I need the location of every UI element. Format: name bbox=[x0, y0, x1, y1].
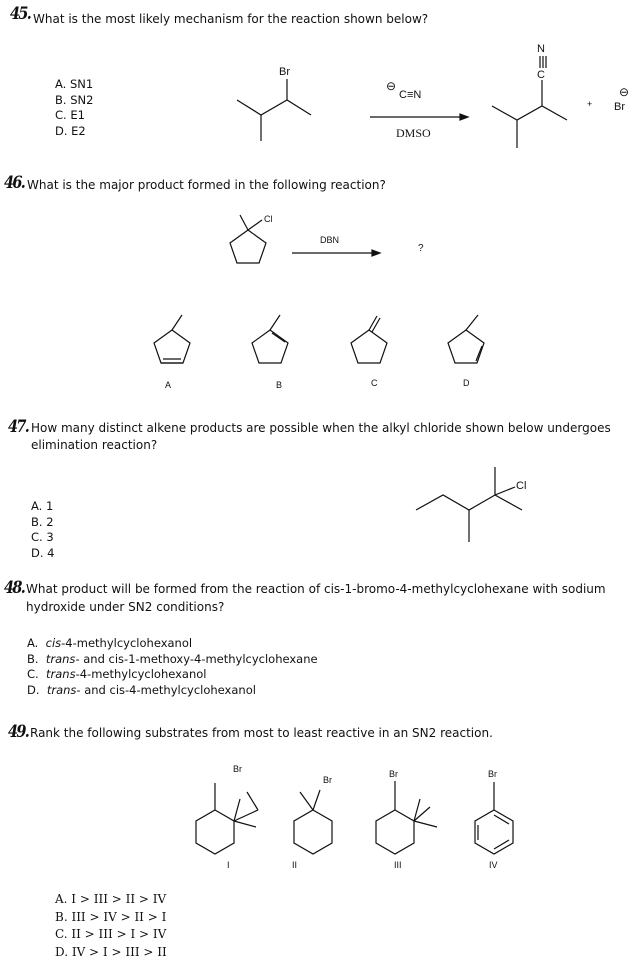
option-b[interactable]: B. III > IV > II > I bbox=[55, 909, 167, 924]
choice-label-d: D bbox=[463, 378, 470, 388]
atom-cl: Cl bbox=[516, 480, 527, 492]
atom-cl: Cl bbox=[264, 214, 273, 224]
atom-br: Br bbox=[279, 66, 290, 78]
option-c[interactable]: C. E1 bbox=[55, 108, 85, 122]
question-text-line2: hydroxide under SN2 conditions? bbox=[26, 600, 225, 614]
atom-br: Br bbox=[323, 775, 332, 785]
question-text: What is the major product formed in the following reaction? bbox=[27, 178, 386, 192]
option-c[interactable]: C. trans-4-methylcyclohexanol bbox=[27, 667, 207, 681]
charge-icon: ⊖ bbox=[386, 79, 397, 93]
substrate-label: IV bbox=[489, 860, 498, 870]
atom-c: C bbox=[537, 69, 545, 81]
substrate-structures bbox=[0, 755, 637, 885]
option-a[interactable]: A. I > III > II > IV bbox=[55, 892, 167, 906]
substrate-label: I bbox=[227, 860, 230, 870]
option-d[interactable]: D. trans- and cis-4-methylcyclohexanol bbox=[27, 682, 256, 697]
choice-label-b: B bbox=[276, 380, 283, 390]
option-b[interactable]: B. trans- and cis-1-methoxy-4-methylcyclohexane bbox=[27, 651, 318, 666]
substrate-label: III bbox=[394, 860, 402, 870]
question-number: 48. bbox=[4, 578, 25, 598]
answer-options bbox=[27, 636, 318, 698]
plus-sign: + bbox=[587, 99, 593, 109]
option-a[interactable]: A. 1 bbox=[31, 499, 54, 513]
answer-options bbox=[55, 891, 167, 961]
option-d[interactable]: D. 4 bbox=[31, 545, 55, 560]
question-number: 46. bbox=[4, 173, 25, 193]
bromide: Br bbox=[614, 101, 625, 113]
atom-br: Br bbox=[488, 769, 497, 779]
question-text: Rank the following substrates from most to least reactive in an SN2 reaction. bbox=[30, 726, 493, 740]
option-c[interactable]: C. 3 bbox=[31, 530, 54, 544]
unknown-product: ? bbox=[418, 243, 424, 254]
atom-br: Br bbox=[389, 769, 398, 779]
option-c[interactable]: C. II > III > I > IV bbox=[55, 927, 167, 941]
option-d[interactable]: D. IV > I > III > II bbox=[55, 944, 167, 959]
reaction-scheme-45 bbox=[0, 0, 637, 171]
choice-label-c: C bbox=[371, 378, 378, 388]
alkyl-chloride-structure bbox=[0, 460, 637, 580]
question-text: How many distinct alkene products are possible when the alkyl chloride shown below undergoes bbox=[31, 421, 611, 435]
reagent: DBN bbox=[320, 235, 340, 245]
question-number: 47. bbox=[8, 417, 29, 437]
question-number: 49. bbox=[8, 722, 29, 742]
choice-label-a: A bbox=[165, 380, 172, 390]
option-d[interactable]: D. E2 bbox=[55, 123, 86, 138]
option-a[interactable]: A. cis-4-methylcyclohexanol bbox=[27, 636, 193, 650]
question-text: What product will be formed from the reaction of cis-1-bromo-4-methylcyclohexane with sodium bbox=[26, 582, 606, 596]
solvent: DMSO bbox=[396, 126, 431, 140]
option-a[interactable]: A. SN1 bbox=[55, 77, 94, 91]
question-number: 45. bbox=[10, 4, 31, 24]
substrate-label: II bbox=[292, 860, 298, 870]
atom-br: Br bbox=[233, 764, 242, 774]
charge-icon: ⊖ bbox=[619, 85, 630, 99]
question-text-line2: elimination reaction? bbox=[31, 438, 158, 452]
option-b[interactable]: B. 2 bbox=[31, 514, 54, 529]
atom-n: N bbox=[537, 43, 545, 55]
reagent: C≡N bbox=[399, 89, 422, 101]
reaction-scheme-46 bbox=[0, 160, 637, 400]
question-text: What is the most likely mechanism for the reaction shown below? bbox=[33, 12, 429, 26]
option-b[interactable]: B. SN2 bbox=[55, 92, 94, 107]
